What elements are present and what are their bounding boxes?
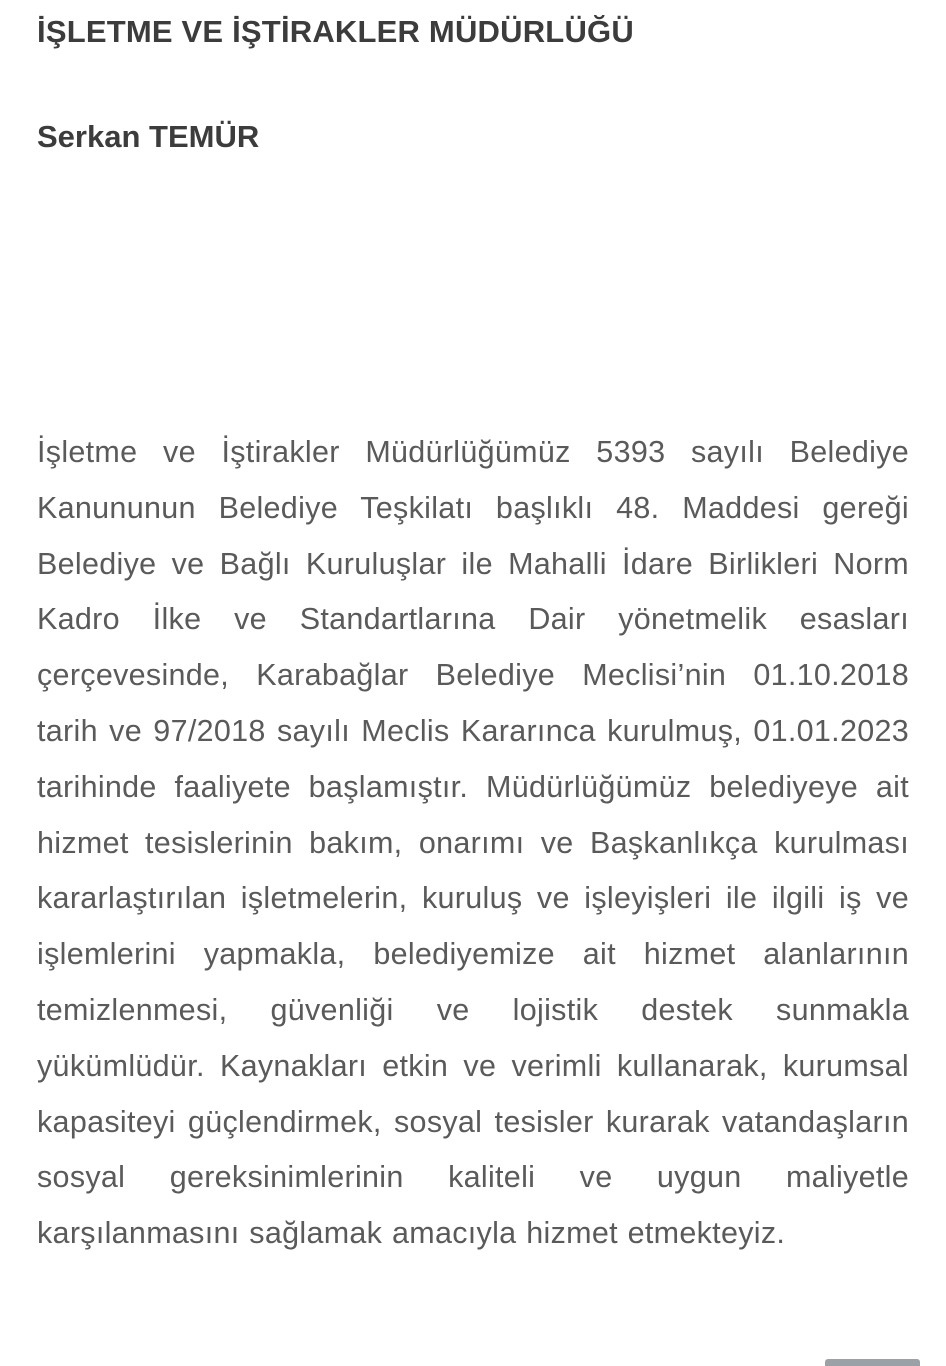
body-paragraph: İşletme ve İştirakler Müdürlüğümüz 5393 sayılı Belediye Kanununun Belediye Teşkilatı başlıklı 48. Maddesi gereği Belediye ve Bağlı Kuruluşlar ile Mahalli İdare Birlikleri Norm Kadro İlke ve Standartlarına Dair yönetmelik esasları çerçevesinde, Karabağlar Belediye Meclisi’nin 01.10.2018 tarih ve 97/2018 sayılı Meclis Kararınca kurulmuş, 01.01.2023 tarihinde faaliyete başlamıştır. Müdürlüğümüz belediyeye ait hizmet tesislerinin bakım, onarımı ve Başkanlıkça kurulması kararlaştırılan işletmelerin, kuruluş ve işleyişleri ile ilgili iş ve işlemlerini yapmakla, belediyemize ait hizmet alanlarının temizlenmesi, güvenliği ve lojistik destek sunmakla yükümlüdür. Kaynakları etkin ve verimli kullanarak, kurumsal kapasiteyi güçlendirmek, sosyal tesisler kurarak vatandaşların sosyal gereksinimlerinin kaliteli ve uygun maliyetle karşılanmasını sağlamak amacıyla hizmet etmekteyiz. [37, 435, 909, 1251]
scroll-indicator [825, 1359, 920, 1366]
page-title: İŞLETME VE İŞTİRAKLER MÜDÜRLÜĞÜ [37, 14, 634, 49]
author-name: Serkan TEMÜR [37, 119, 260, 154]
